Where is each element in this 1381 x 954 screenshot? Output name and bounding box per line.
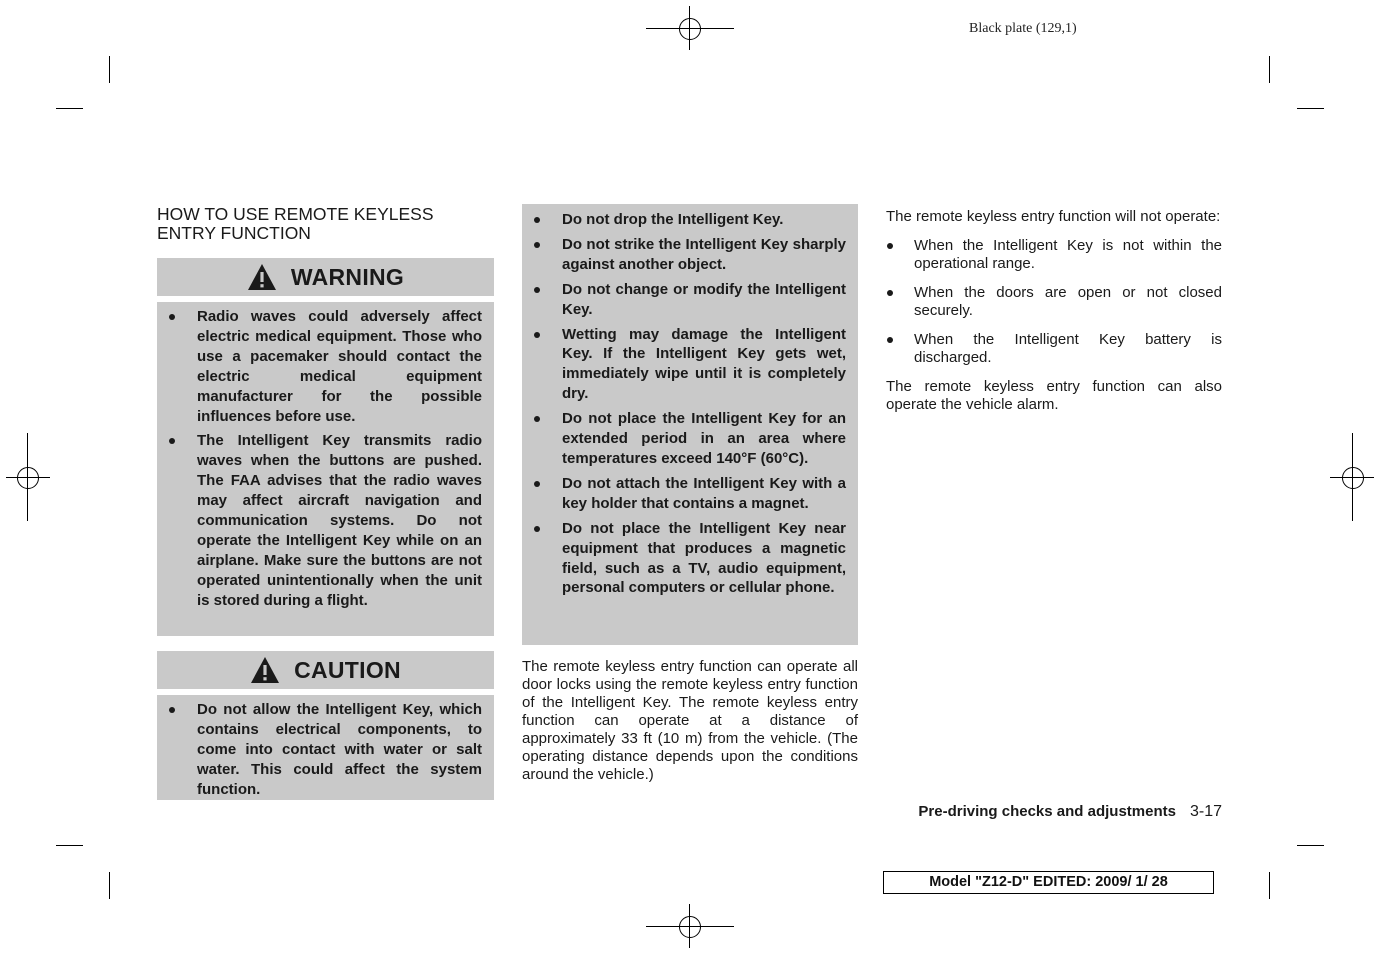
section-heading xyxy=(157,205,494,243)
caution-banner xyxy=(157,651,494,689)
caution-continued-item: Wetting may damage the Intelligent Key. If the Intelligent Key gets wet, immediately wipe until it is completely dry. xyxy=(522,325,846,405)
alarm-paragraph: The remote keyless entry function can also operate the vehicle alarm. xyxy=(886,378,1222,413)
caution-list xyxy=(157,700,482,800)
caution-icon xyxy=(250,656,280,684)
caution-continued-item: Do not place the Intelligent Key near equipment that produces a magnetic field, such as a TV, audio equipment, personal computers or cellular phone. xyxy=(522,519,846,599)
caution-continued-list xyxy=(522,210,846,598)
column3 xyxy=(886,208,1222,414)
not-operate-item: When the Intelligent Key battery is discharged. xyxy=(886,331,1222,367)
warning-label: WARNING xyxy=(290,263,405,290)
warning-box xyxy=(157,302,494,636)
remote-range-paragraph: The remote keyless entry function can operate all door locks using the remote keyless entry function of the Intelligent Key. The remote keyless entry function can operate at a distance of approximately 33 ft (10 m) from the vehicle. (The operating distance depends upon the conditions around the vehicle.) xyxy=(522,658,858,783)
caution-continued-box xyxy=(522,204,858,645)
page-number: 3-17 xyxy=(1189,803,1222,820)
page-footer xyxy=(882,803,1222,821)
not-operate-item: When the Intelligent Key is not within the operational range. xyxy=(886,237,1222,273)
model-edited-line: Model "Z12-D" EDITED: 2009/ 1/ 28 xyxy=(883,871,1214,894)
warning-list xyxy=(157,307,482,611)
warning-item: Radio waves could adversely affect electric medical equipment. Those who use a pacemaker should contact the electric medical equipment manufacturer for the possible influences before use. xyxy=(157,307,482,426)
caution-item: Do not allow the Intelligent Key, which contains electrical components, to come into contact with water or salt water. This could affect the system function. xyxy=(157,700,482,800)
caution-continued-item: Do not drop the Intelligent Key. xyxy=(522,210,846,230)
warning-icon xyxy=(247,263,277,291)
not-operate-list xyxy=(886,237,1222,367)
caution-continued-item: Do not strike the Intelligent Key sharply against another object. xyxy=(522,235,846,275)
plate-label: Black plate (129,1) xyxy=(969,21,1077,36)
section-heading-line2: ENTRY FUNCTION xyxy=(157,223,311,243)
caution-label: CAUTION xyxy=(294,656,401,683)
caution-continued-item: Do not change or modify the Intelligent Key. xyxy=(522,280,846,320)
caution-box xyxy=(157,695,494,800)
warning-item: The Intelligent Key transmits radio waves when the buttons are pushed. The FAA advises that the radio waves may affect aircraft navigation and communication systems. Do not operate the Intelligent Key while on an airplane. Make sure the buttons are not operated unintentionally when the unit is stored during a flight. xyxy=(157,431,482,610)
caution-continued-item: Do not attach the Intelligent Key with a key holder that contains a magnet. xyxy=(522,474,846,514)
not-operate-item: When the doors are open or not closed securely. xyxy=(886,284,1222,320)
warning-banner xyxy=(157,258,494,296)
caution-continued-item: Do not place the Intelligent Key for an extended period in an area where temperatures exceed 140°F (60°C). xyxy=(522,409,846,469)
footer-section-title: Pre-driving checks and adjustments xyxy=(918,803,1176,820)
not-operate-intro: The remote keyless entry function will not operate: xyxy=(886,208,1221,225)
section-heading-line1: HOW TO USE REMOTE KEYLESS xyxy=(157,204,434,224)
